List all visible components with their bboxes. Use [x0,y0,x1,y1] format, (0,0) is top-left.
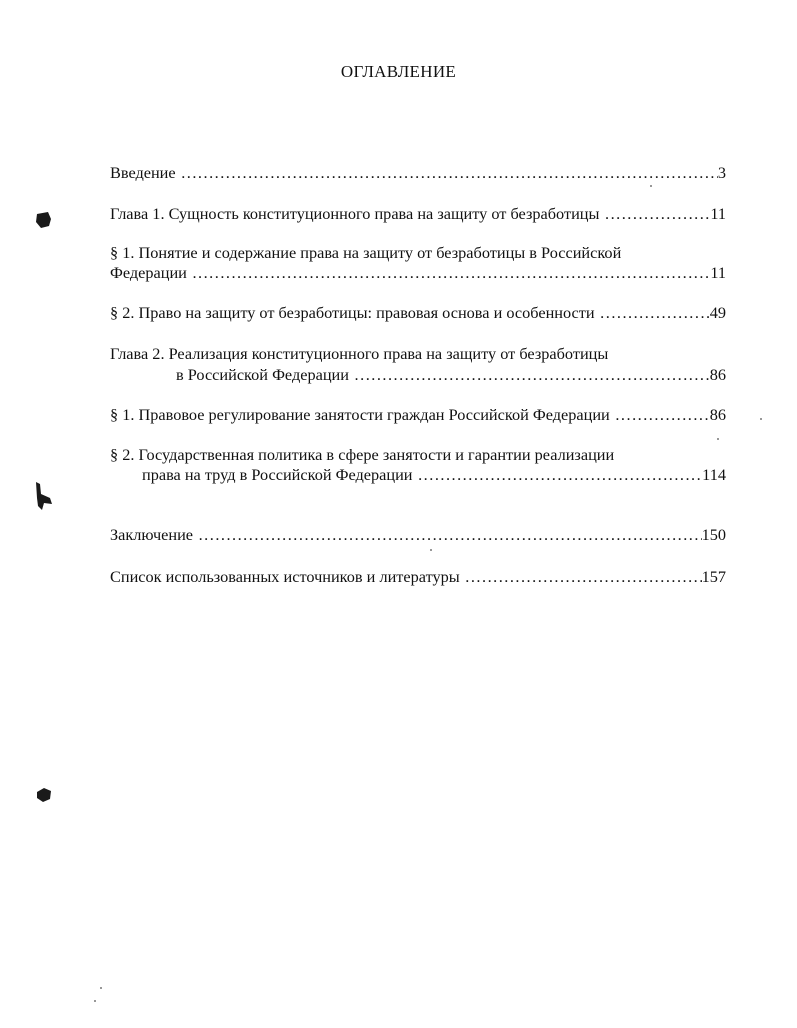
toc-entry-page: 150 [701,525,726,544]
toc-leader-dots [460,567,702,587]
toc-leader-dots [187,263,710,283]
toc-entry-page: 86 [709,405,726,424]
scan-speck [94,1000,96,1002]
scan-speck [100,987,102,989]
toc-entry-section-2-1 [110,405,726,425]
toc-entry-chapter-2-line1: Глава 2. Реализация конституционного права на защиту от безработицы [110,344,609,363]
toc-entry-section-2-2-line1: § 2. Государственная политика в сфере занятости и гарантии реализации [110,445,615,464]
toc-entry-page: 11 [710,263,726,282]
toc-entry-page: 11 [710,204,726,223]
toc-leader-dots [349,365,710,385]
scan-speck [430,549,432,551]
toc-entry-section-1-1 [110,263,726,283]
toc-entry-section-2-2 [110,465,726,485]
toc-entry-chapter-2 [110,365,726,385]
toc-entry-section-1-2 [110,303,726,323]
toc-leader-dots [599,204,710,224]
toc-entry-text: в Российской Федерации [176,365,349,384]
scan-speck [650,185,652,187]
toc-entry-section-1-1-line1: § 1. Понятие и содержание права на защиту от безработицы в Российской [110,243,622,262]
toc-entry-page: 86 [709,365,726,384]
toc-leader-dots [193,525,702,545]
scan-speck [717,438,719,440]
binder-hole-mark-middle [32,480,56,512]
toc-entry-text: Список использованных источников и литературы [110,567,460,586]
toc-entry-page: 49 [709,303,726,322]
toc-leader-dots [610,405,710,425]
toc-leader-dots [595,303,710,323]
toc-entry-bibliography [110,567,726,587]
toc-entry-text: Введение [110,163,176,182]
toc-entry-text: Глава 1. Сущность конституционного права на защиту от безработицы [110,204,600,223]
toc-entry-chapter-1 [110,204,726,224]
toc-entry-introduction [110,163,726,183]
toc-entry-conclusion [110,525,726,545]
toc-entry-page: 3 [717,163,726,182]
binder-hole-mark-bottom [34,786,54,804]
toc-entry-page: 114 [702,465,726,484]
binder-hole-mark-top [34,210,54,230]
toc-entry-text: Заключение [110,525,194,544]
toc-entry-page: 157 [701,567,726,586]
page-title: ОГЛАВЛЕНИЕ [340,62,457,81]
toc-entry-text: § 2. Право на защиту от безработицы: правовая основа и особенности [110,303,595,322]
toc-entry-text: права на труд в Российской Федерации [142,465,413,484]
toc-leader-dots [176,163,718,183]
toc-entry-text: § 1. Правовое регулирование занятости граждан Российской Федерации [110,405,610,424]
toc-entry-text: Федерации [110,263,187,282]
scan-speck [760,418,762,420]
toc-leader-dots [413,465,703,485]
